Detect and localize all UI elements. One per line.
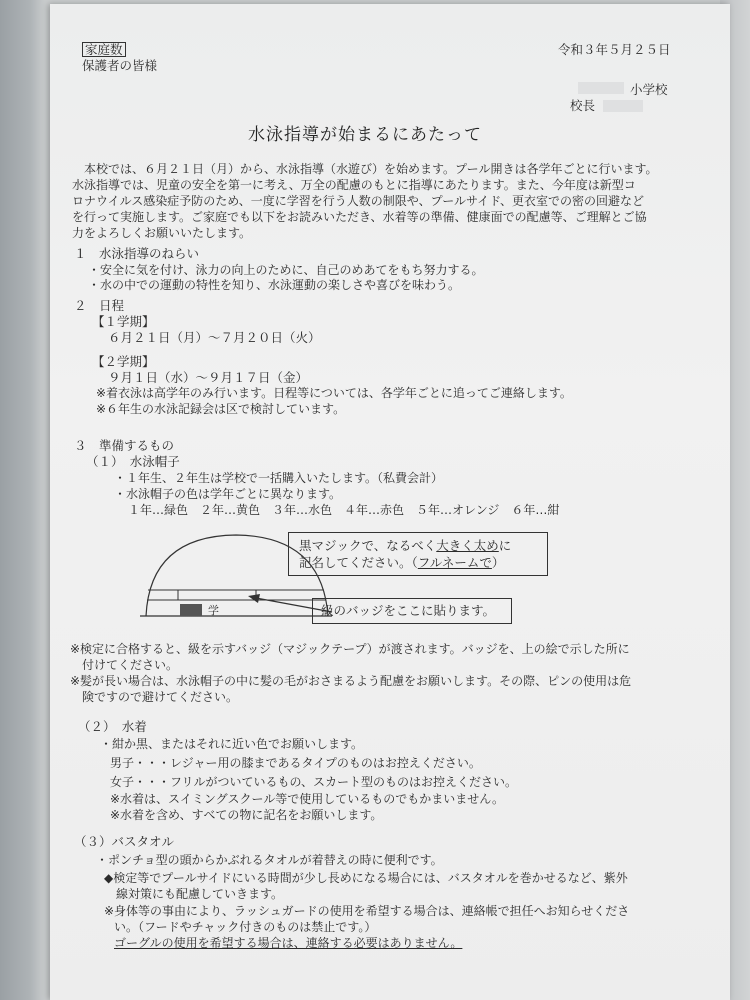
- document-page: [50, 4, 730, 1000]
- cap-note: 付けてください。: [70, 658, 179, 672]
- swimsuit-heading: （２） 水着: [78, 719, 147, 734]
- callout-text: ）: [491, 555, 505, 570]
- goggles-note: ゴーグルの使用を希望する場合は、連絡する必要はありません。: [114, 936, 463, 950]
- cap-colors: １年…緑色 ２年…黄色 ３年…水色 ４年…赤色 ５年…オレンジ ６年…紺: [128, 503, 560, 517]
- callout-box-name: [288, 532, 548, 576]
- callout-text: 級のバッジをここに貼ります。: [321, 603, 496, 618]
- term2-dates: ９月１日（水）～９月１７日（金）: [108, 370, 309, 385]
- section2-heading: ２ 日程: [74, 298, 125, 313]
- cap-note: ※髪が長い場合は、水泳帽子の中に髪の毛がおさまるよう配慮をお願いします。その際、ピンの使用は危: [70, 674, 632, 688]
- list-item: ・１年生、２年生は学校で一括購入いたします。（私費会計）: [114, 471, 444, 485]
- towel-heading: （３）バスタオル: [74, 834, 175, 849]
- intro-line: 力をよろしくお願いいたします。: [72, 226, 252, 240]
- cap-heading: （１） 水泳帽子: [86, 454, 180, 469]
- redacted-school-name: [578, 82, 624, 94]
- list-item: ※身体等の事由により、ラッシュガードの使用を希望する場合は、連絡帳で担任へお知らせくださ: [104, 904, 630, 918]
- recipient: 保護者の皆様: [82, 58, 158, 73]
- list-item: ※水着は、スイミングスクール等で使用しているものでもかまいません。: [110, 792, 504, 806]
- list-item: い。（フードやチャック付きのものは禁止です。）: [114, 920, 377, 934]
- redacted-principal-name: [603, 100, 643, 112]
- callout-text: 記名してください。（: [299, 555, 418, 570]
- callout-text: 黒マジックで、なるべく: [299, 538, 437, 553]
- schedule-note: ※６年生の水泳記録会は区で検討しています。: [96, 402, 346, 416]
- list-item: ◆検定等でプールサイドにいる時間が少し長めになる場合には、バスタオルを巻かせるなど、紫外: [104, 871, 628, 885]
- list-item: ・水泳帽子の色は学年ごとに異なります。: [114, 487, 342, 501]
- cap-note: ※検定に合格すると、級を示すバッジ（マジックテープ）が渡されます。バッジを、上の絵で示した所に: [70, 642, 630, 656]
- list-item: ・ポンチョ型の頭からかぶれるタオルが着替えの時に便利です。: [96, 853, 443, 867]
- intro-line: ロナウイルス感染症予防のため、一度に学習を行う人数の制限や、プールサイド、更衣室での密の回避など: [72, 194, 645, 208]
- term1-dates: ６月２１日（月）～７月２０日（火）: [108, 330, 321, 345]
- cap-name-sample: 学: [208, 604, 219, 617]
- list-item: ・紺か黒、またはそれに近い色でお願いします。: [100, 737, 364, 751]
- schedule-note: ※着衣泳は高学年のみ行います。日程等については、各学年ごとに追ってご連絡します。: [96, 386, 572, 400]
- callout-box-badge: [312, 598, 512, 624]
- list-item: 女子・・・フリルがついているもの、スカート型のものはお控えください。: [110, 775, 518, 789]
- school-name: 小学校: [630, 82, 668, 97]
- intro-line: 本校では、６月２１日（月）から、水泳指導（水遊び）を始めます。プール開きは各学年ごとに行います。: [84, 162, 658, 176]
- section1-heading: １ 水泳指導のねらい: [74, 246, 200, 261]
- department-label: 家庭数: [82, 42, 126, 57]
- section3-heading: ３ 準備するもの: [74, 438, 175, 453]
- list-item: ・水の中での運動の特性を知り、水泳運動の楽しさや喜びを味わう。: [88, 278, 461, 292]
- callout-text: に: [498, 538, 512, 553]
- callout-emphasis: 大きく太め: [436, 538, 499, 553]
- callout-emphasis: フルネームで: [417, 555, 492, 570]
- cap-note: 険ですので避けてください。: [70, 690, 239, 704]
- list-item: 男子・・・レジャー用の膝まであるタイプのものはお控えください。: [110, 756, 481, 770]
- document-title: 水泳指導が始まるにあたって: [248, 125, 482, 145]
- intro-line: を行って実施します。ご家庭でも以下をお読みいただき、水着等の準備、健康面での配慮等、ご理解とご協: [72, 210, 647, 224]
- list-item: ・安全に気を付け、泳力の向上のために、自己のめあてをもち努力する。: [88, 263, 484, 277]
- term2-label: 【２学期】: [92, 354, 155, 369]
- intro-line: 水泳指導では、児童の安全を第一に考え、万全の配慮のもとに指導にあたります。また、今年度は新型コ: [72, 178, 636, 192]
- list-item: ※水着を含め、すべての物に記名をお願いします。: [110, 808, 383, 822]
- issue-date: 令和３年５月２５日: [558, 42, 671, 57]
- principal-label: 校長: [570, 98, 596, 113]
- term1-label: 【１学期】: [92, 314, 155, 329]
- list-item: 線対策にも配慮していきます。: [104, 887, 284, 901]
- redacted-name-on-cap: [180, 604, 202, 616]
